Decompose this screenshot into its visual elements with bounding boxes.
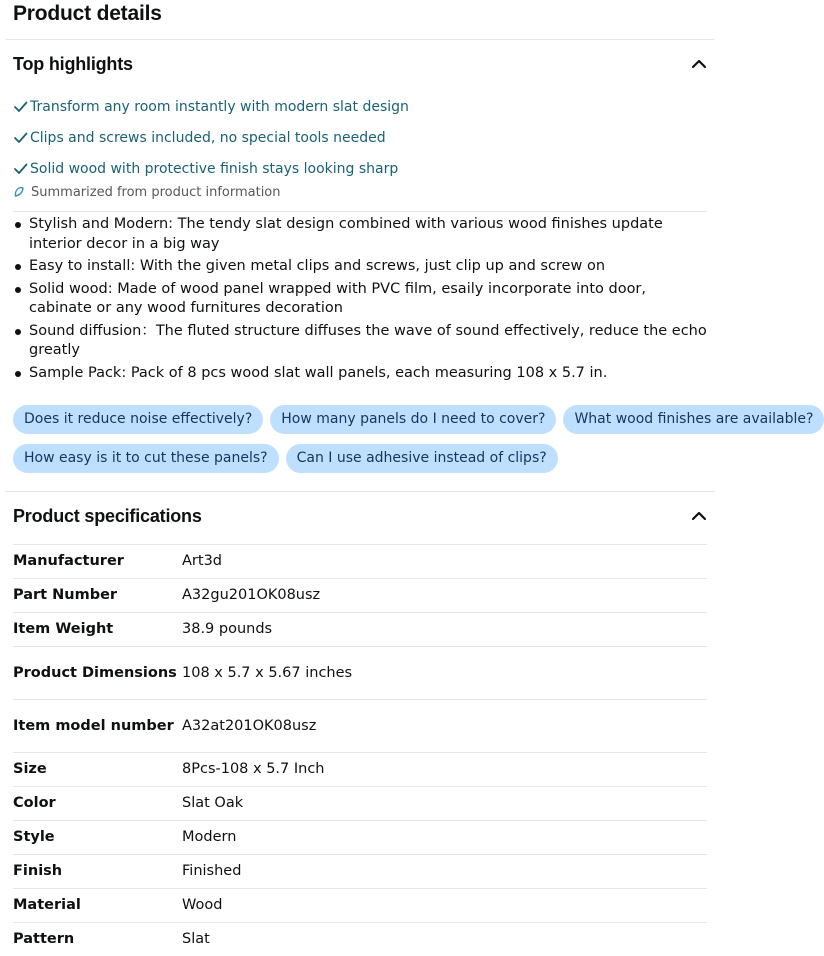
- highlight-text: Solid wood with protective finish stays looking sharp: [30, 160, 399, 177]
- top-highlights-title: Top highlights: [13, 53, 133, 74]
- spec-label: Part Number: [13, 587, 118, 603]
- spec-label: Finish: [13, 863, 63, 879]
- question-chip[interactable]: How many panels do I need to cover?: [270, 405, 556, 434]
- list-item: Sound diffusion：The fluted structure diffuses the wave of sound effectively, reduce the echo greatly: [13, 322, 710, 361]
- spec-value: Art3d: [182, 553, 222, 569]
- spec-label: Color: [13, 795, 56, 811]
- checkmark-icon: [13, 161, 28, 176]
- question-chip[interactable]: How easy is it to cut these panels?: [13, 444, 279, 473]
- table-row: [13, 700, 707, 753]
- divider: [6, 39, 714, 40]
- spec-label: Item model number: [13, 717, 174, 734]
- spec-value: Wood: [182, 897, 223, 913]
- specifications-table: [13, 544, 707, 956]
- chevron-up-icon[interactable]: [688, 53, 710, 75]
- spec-value: A32at201OK08usz: [182, 717, 317, 734]
- list-item: Solid wood: Made of wood panel wrapped with PVC film, esaily incorporate into door, cabinate or any wood furnitures decoration: [13, 280, 710, 319]
- highlights-list: [13, 91, 409, 184]
- spec-label: Style: [13, 829, 55, 845]
- product-specifications-title: Product specifications: [13, 505, 202, 526]
- spec-label: Material: [13, 897, 81, 913]
- ai-sparkle-icon: [13, 186, 25, 198]
- table-row: [13, 613, 707, 647]
- question-chip[interactable]: What wood finishes are available?: [563, 405, 824, 434]
- list-item: Easy to install: With the given metal clips and screws, just clip up and screw on: [13, 257, 710, 277]
- table-row: [13, 787, 707, 821]
- table-row: [13, 889, 707, 923]
- divider: [13, 211, 707, 212]
- highlight-item: [13, 153, 409, 184]
- summary-text: Summarized from product information: [31, 184, 281, 200]
- spec-value: Slat: [182, 931, 210, 947]
- checkmark-icon: [13, 99, 28, 114]
- question-chip[interactable]: Can I use adhesive instead of clips?: [286, 444, 558, 473]
- spec-label: Item Weight: [13, 621, 114, 637]
- spec-value: 108 x 5.7 x 5.67 inches: [182, 664, 353, 681]
- divider: [6, 491, 714, 492]
- summary-note: [13, 182, 281, 202]
- table-row: [13, 923, 707, 956]
- list-item: Sample Pack: Pack of 8 pcs wood slat wall panels, each measuring 108 x 5.7 in.: [13, 364, 710, 384]
- spec-value: 38.9 pounds: [182, 621, 273, 637]
- top-highlights-header[interactable]: [13, 51, 710, 77]
- question-chips-row: [13, 405, 814, 435]
- question-chips-row: [13, 444, 720, 474]
- chevron-up-icon[interactable]: [688, 505, 710, 527]
- page-title: Product details: [13, 2, 162, 25]
- table-row: [13, 545, 707, 579]
- table-row: [13, 821, 707, 855]
- highlight-text: Clips and screws included, no special tools needed: [30, 129, 386, 146]
- spec-value: 8Pcs-108 x 5.7 Inch: [182, 761, 325, 777]
- question-chip[interactable]: Does it reduce noise effectively?: [13, 405, 263, 434]
- spec-label: Size: [13, 761, 47, 777]
- spec-label: Product Dimensions: [13, 664, 177, 681]
- spec-value: Modern: [182, 829, 237, 845]
- checkmark-icon: [13, 130, 28, 145]
- highlight-item: [13, 91, 409, 122]
- list-item: Stylish and Modern: The tendy slat design combined with various wood finishes update interior decor in a big way: [13, 215, 710, 254]
- table-row: [13, 855, 707, 889]
- about-bullets: [13, 215, 710, 386]
- spec-value: A32gu201OK08usz: [182, 587, 321, 603]
- spec-value: Slat Oak: [182, 795, 244, 811]
- spec-label: Manufacturer: [13, 553, 124, 569]
- table-row: [13, 579, 707, 613]
- highlight-text: Transform any room instantly with modern slat design: [30, 98, 409, 115]
- spec-label: Pattern: [13, 931, 75, 947]
- table-row: [13, 647, 707, 700]
- product-specifications-header[interactable]: [13, 503, 710, 529]
- spec-value: Finished: [182, 863, 242, 879]
- highlight-item: [13, 122, 409, 153]
- table-row: [13, 753, 707, 787]
